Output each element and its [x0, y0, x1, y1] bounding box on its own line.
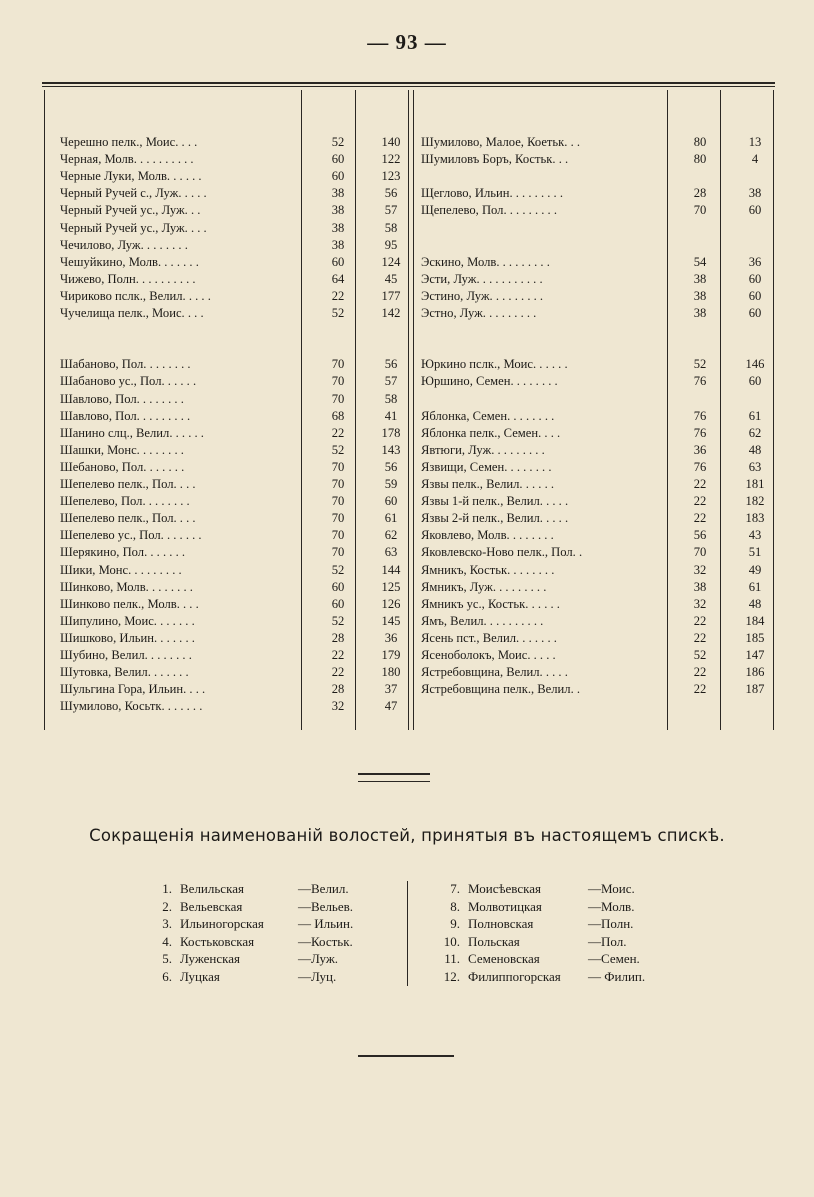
- district-code: 70: [331, 545, 345, 560]
- place-name: Чижево, Полн. . . . . . . . . .: [60, 271, 196, 286]
- abbreviation-full: Молвотицкая: [468, 898, 542, 914]
- district-code: 22: [693, 665, 707, 680]
- entry-number: 60: [748, 271, 762, 286]
- district-code: 52: [331, 306, 345, 320]
- abbreviation-short: — Ильин.: [298, 916, 354, 931]
- abbreviation-number: 1.: [162, 881, 172, 896]
- place-name: Черный Ручей ус., Луж. . .: [60, 203, 201, 218]
- district-code: 70: [331, 391, 345, 406]
- entry-number: 56: [384, 186, 398, 201]
- district-code: 70: [331, 528, 345, 543]
- place-name: Эстино, Луж. . . . . . . . .: [421, 288, 544, 303]
- entry-number: 13: [748, 135, 762, 149]
- entry-number: 178: [381, 425, 401, 440]
- place-name: Ястребовщина пелк., Велил. .: [421, 682, 581, 697]
- entry-number: 181: [745, 477, 765, 491]
- place-name: Шепелево ус., Пол. . . . . . .: [60, 528, 202, 543]
- place-name: Шавлово, Пол. . . . . . . .: [60, 391, 184, 406]
- section-ornament: [358, 773, 430, 782]
- entry-number: 126: [381, 596, 401, 611]
- district-code: 70: [331, 374, 345, 389]
- place-name: Ямникъ, Луж. . . . . . . . .: [421, 579, 547, 594]
- table-column-divider: [667, 90, 668, 730]
- place-name: Шепелево, Пол. . . . . . . .: [60, 494, 190, 509]
- entry-number: 58: [384, 220, 398, 235]
- district-code: 60: [331, 579, 345, 594]
- district-code: 32: [693, 562, 707, 577]
- district-code: 22: [693, 494, 707, 509]
- abbreviation-short: —Луж.: [298, 951, 339, 966]
- district-code: 22: [331, 425, 345, 440]
- entry-number: 143: [381, 442, 401, 457]
- abbreviation-short: —Моис.: [588, 881, 635, 896]
- abbreviation-short: —Луц.: [298, 968, 337, 984]
- district-code: 70: [693, 203, 707, 218]
- table-column-divider: [720, 90, 721, 730]
- place-name: Черные Луки, Молв. . . . . .: [60, 169, 202, 184]
- place-name: Шутовка, Велил. . . . . . .: [60, 665, 189, 680]
- abbreviation-number: 6.: [162, 968, 172, 984]
- district-code: 76: [693, 408, 707, 423]
- place-name: Ямъ, Велил. . . . . . . . . .: [421, 613, 544, 628]
- district-code: 28: [693, 186, 707, 201]
- entry-number: 187: [745, 682, 765, 697]
- district-code: 80: [693, 135, 707, 149]
- place-name: Шепелево пелк., Пол. . . .: [60, 511, 196, 526]
- abbreviation-short: —Полн.: [588, 916, 634, 931]
- entry-number: 41: [384, 408, 398, 423]
- district-code: 36: [693, 442, 707, 457]
- place-name: Эскино, Молв. . . . . . . . .: [421, 254, 550, 269]
- place-name: Шепелево пелк., Пол. . . .: [60, 477, 196, 491]
- place-name: Язвы 2-й пелк., Велил. . . . .: [421, 511, 569, 526]
- abbreviation-full: Вельевская: [180, 898, 243, 914]
- place-name: Шубино, Велил. . . . . . . .: [60, 648, 192, 662]
- entry-number: 177: [381, 288, 401, 303]
- district-code: 38: [331, 186, 345, 201]
- place-name: Шинково пелк., Молв. . . .: [60, 596, 199, 611]
- district-code: 22: [693, 613, 707, 628]
- abbreviations-divider: [407, 881, 408, 986]
- place-name: Ясень пст., Велил. . . . . . .: [421, 630, 557, 645]
- entry-number: 62: [748, 425, 762, 440]
- place-name: Шабаново, Пол. . . . . . . .: [60, 357, 191, 372]
- entry-number: 183: [745, 511, 765, 526]
- table-center-divider: [413, 90, 414, 730]
- district-code: 80: [693, 152, 707, 167]
- abbreviation-full: Полновская: [468, 916, 534, 931]
- abbreviation-number: 3.: [162, 916, 172, 931]
- entry-number: 60: [748, 203, 762, 218]
- district-code: 60: [331, 254, 345, 269]
- abbreviation-short: —Вельев.: [298, 898, 354, 914]
- district-code: 70: [331, 494, 345, 509]
- district-code: 22: [693, 630, 707, 645]
- entry-number: 43: [748, 528, 762, 543]
- abbreviation-full: Ильиногорская: [180, 916, 264, 931]
- place-name: Яблонка, Семен. . . . . . . .: [421, 408, 555, 423]
- district-code: 70: [331, 357, 345, 372]
- entry-number: 37: [384, 682, 398, 697]
- place-name: Шумилово, Малое, Коетьк. . .: [421, 135, 581, 149]
- abbreviation-short: —Велил.: [298, 881, 349, 896]
- place-name: Шишково, Ильин. . . . . . .: [60, 630, 195, 645]
- abbreviation-full: Луженская: [180, 951, 240, 966]
- place-name: Черешно пелк., Моис. . . .: [60, 135, 198, 149]
- entry-number: 184: [745, 613, 765, 628]
- abbreviation-number: 11.: [444, 951, 460, 966]
- place-name: Ястребовщина, Велил. . . . .: [421, 665, 568, 680]
- place-name: Язвы 1-й пелк., Велил. . . . .: [421, 494, 569, 509]
- page-number: — 93 —: [367, 30, 447, 54]
- entry-number: 95: [384, 237, 398, 252]
- abbreviation-number: 8.: [450, 898, 460, 914]
- entry-number: 4: [751, 152, 759, 167]
- place-name: Черный Ручей с., Луж. . . . .: [60, 186, 207, 201]
- place-name: Чириково пслк., Велил. . . . .: [60, 288, 211, 303]
- place-name: Язвы пелк., Велил. . . . . .: [421, 477, 555, 491]
- entry-number: 145: [381, 613, 401, 628]
- entry-number: 63: [748, 459, 762, 474]
- place-name: Шебаново, Пол. . . . . . .: [60, 459, 185, 474]
- entry-number: 63: [384, 545, 398, 560]
- place-name: Явтюги, Луж. . . . . . . . .: [421, 442, 545, 457]
- place-name: Щеглово, Ильин. . . . . . . . .: [421, 186, 563, 201]
- entry-number: 48: [748, 442, 762, 457]
- place-name: Ясеноболокъ, Моис. . . . .: [421, 648, 556, 662]
- place-name: Юршино, Семен. . . . . . . .: [421, 374, 558, 389]
- district-code: 76: [693, 425, 707, 440]
- table-border-left: [44, 90, 45, 730]
- entry-number: 179: [381, 648, 401, 662]
- abbreviation-short: —Пол.: [588, 933, 627, 949]
- place-name: Эстно, Луж. . . . . . . . .: [421, 306, 537, 320]
- abbreviation-short: —Костьк.: [298, 933, 353, 949]
- district-code: 38: [693, 271, 707, 286]
- entry-number: 51: [748, 545, 762, 560]
- district-code: 60: [331, 169, 345, 184]
- place-name: Черный Ручей ус., Луж. . . .: [60, 220, 207, 235]
- place-name: Яковлевско-Ново пелк., Пол. .: [421, 545, 583, 560]
- abbreviation-full: Костьковская: [180, 933, 255, 949]
- place-name: Эсти, Луж. . . . . . . . . . .: [421, 271, 543, 286]
- entry-number: 180: [381, 665, 401, 680]
- abbreviation-full: Велильская: [180, 881, 244, 896]
- district-code: 70: [331, 459, 345, 474]
- entry-number: 123: [381, 169, 401, 184]
- abbreviations-title: Сокращенія наименованій волостей, принятыя въ настоящемъ спискѣ.: [89, 826, 725, 845]
- place-name: Юркино пслк., Моис. . . . . .: [421, 357, 568, 372]
- place-name: Шабаново ус., Пол. . . . . .: [60, 374, 197, 389]
- district-code: 38: [693, 288, 707, 303]
- district-code: 22: [331, 665, 345, 680]
- entry-number: 122: [381, 152, 401, 167]
- place-name: Язвищи, Семен. . . . . . . .: [421, 459, 552, 474]
- entry-number: 142: [381, 306, 401, 320]
- district-code: 22: [331, 288, 345, 303]
- district-code: 28: [331, 630, 345, 645]
- entry-number: 59: [384, 477, 398, 491]
- district-code: 52: [331, 613, 345, 628]
- abbreviation-short: — Филип.: [588, 968, 646, 984]
- district-code: 76: [693, 374, 707, 389]
- entry-number: 182: [745, 494, 765, 509]
- place-name: Чечилово, Луж. . . . . . . .: [60, 237, 188, 252]
- entry-number: 57: [384, 374, 398, 389]
- abbreviation-full: Семеновская: [468, 951, 540, 966]
- entry-number: 56: [384, 357, 398, 372]
- district-code: 32: [331, 699, 345, 714]
- abbreviation-short: —Молв.: [588, 898, 635, 914]
- district-code: 22: [693, 511, 707, 526]
- entry-number: 60: [748, 374, 762, 389]
- place-name: Яблонка пелк., Семен. . . .: [421, 425, 561, 440]
- abbreviation-full: Моисѣевская: [468, 881, 541, 896]
- place-name: Черная, Молв. . . . . . . . . .: [60, 152, 194, 167]
- district-code: 38: [331, 220, 345, 235]
- district-code: 22: [693, 682, 707, 697]
- place-name: Ямникъ ус., Костьк. . . . . .: [421, 596, 560, 611]
- district-code: 28: [331, 682, 345, 697]
- district-code: 52: [693, 357, 707, 372]
- place-name: Шики, Монс. . . . . . . . .: [60, 562, 182, 577]
- district-code: 64: [331, 271, 345, 286]
- abbreviation-full: Луцкая: [180, 968, 220, 984]
- entry-number: 60: [748, 306, 762, 320]
- district-code: 70: [331, 477, 345, 491]
- entry-number: 36: [748, 254, 762, 269]
- district-code: 70: [331, 511, 345, 526]
- entry-number: 62: [384, 528, 398, 543]
- district-code: 70: [693, 545, 707, 560]
- district-code: 52: [693, 648, 707, 662]
- abbreviation-short: —Семен.: [588, 951, 640, 966]
- entry-number: 47: [384, 699, 398, 714]
- abbreviation-number: 5.: [162, 951, 172, 966]
- district-code: 38: [693, 306, 707, 320]
- table-column-divider: [301, 90, 302, 730]
- district-code: 56: [693, 528, 707, 543]
- district-code: 32: [693, 596, 707, 611]
- district-code: 60: [331, 152, 345, 167]
- place-name: Шерякино, Пол. . . . . . .: [60, 545, 186, 560]
- entry-number: 124: [381, 254, 401, 269]
- entry-number: 146: [745, 357, 765, 372]
- entry-number: 58: [384, 391, 398, 406]
- district-code: 38: [693, 579, 707, 594]
- entry-number: 57: [384, 203, 398, 218]
- district-code: 52: [331, 562, 345, 577]
- abbreviation-full: Филиппогорская: [468, 968, 561, 984]
- district-code: 22: [331, 648, 345, 662]
- place-name: Яковлево, Молв. . . . . . . .: [421, 528, 554, 543]
- place-name: Шинково, Молв. . . . . . . .: [60, 579, 193, 594]
- entry-number: 125: [381, 579, 401, 594]
- entry-number: 61: [748, 579, 762, 594]
- place-name: Чешуйкино, Молв. . . . . . .: [60, 254, 199, 269]
- footer-rule: [358, 1055, 454, 1057]
- abbreviation-number: 4.: [162, 933, 172, 949]
- entry-number: 56: [384, 459, 398, 474]
- abbreviation-number: 12.: [443, 968, 460, 984]
- place-name: Шумилово, Косьтк. . . . . . .: [60, 699, 203, 714]
- district-code: 38: [331, 237, 345, 252]
- place-name: Чучелища пелк., Моис. . . .: [60, 306, 204, 320]
- district-code: 68: [331, 408, 345, 423]
- place-name: Шавлово, Пол. . . . . . . . .: [60, 408, 191, 423]
- entry-number: 45: [384, 271, 398, 286]
- district-code: 22: [693, 477, 707, 491]
- place-name: Шипулино, Моис. . . . . . .: [60, 613, 195, 628]
- entry-number: 48: [748, 596, 762, 611]
- district-code: 52: [331, 442, 345, 457]
- place-name: Ямникъ, Костьк. . . . . . . .: [421, 562, 555, 577]
- place-name: Щепелево, Пол. . . . . . . . .: [421, 203, 557, 218]
- district-code: 60: [331, 596, 345, 611]
- entry-number: 186: [745, 665, 765, 680]
- entry-number: 49: [748, 562, 762, 577]
- place-name: Шашки, Монс. . . . . . . .: [60, 442, 184, 457]
- entry-number: 144: [381, 562, 401, 577]
- header-rule: [42, 82, 775, 87]
- place-name: Шульгина Гора, Ильин. . . .: [60, 682, 206, 697]
- entry-number: 36: [384, 630, 398, 645]
- district-code: 76: [693, 459, 707, 474]
- place-name: Шанино слц., Велил. . . . . .: [60, 425, 204, 440]
- district-code: 38: [331, 203, 345, 218]
- abbreviation-number: 7.: [450, 881, 460, 896]
- entry-number: 61: [748, 408, 762, 423]
- abbreviation-number: 10.: [443, 933, 460, 949]
- abbreviation-number: 9.: [450, 916, 460, 931]
- district-code: 54: [693, 254, 707, 269]
- district-code: 52: [331, 135, 345, 149]
- entry-number: 60: [748, 288, 762, 303]
- entry-number: 140: [381, 135, 401, 149]
- abbreviation-number: 2.: [162, 898, 172, 914]
- entry-number: 185: [745, 630, 765, 645]
- place-name: Шумиловъ Боръ, Костьк. . .: [421, 152, 569, 167]
- entry-number: 61: [384, 511, 398, 526]
- entry-number: 60: [384, 494, 398, 509]
- entry-number: 147: [745, 648, 765, 662]
- entry-number: 38: [748, 186, 762, 201]
- abbreviation-full: Польская: [468, 933, 520, 949]
